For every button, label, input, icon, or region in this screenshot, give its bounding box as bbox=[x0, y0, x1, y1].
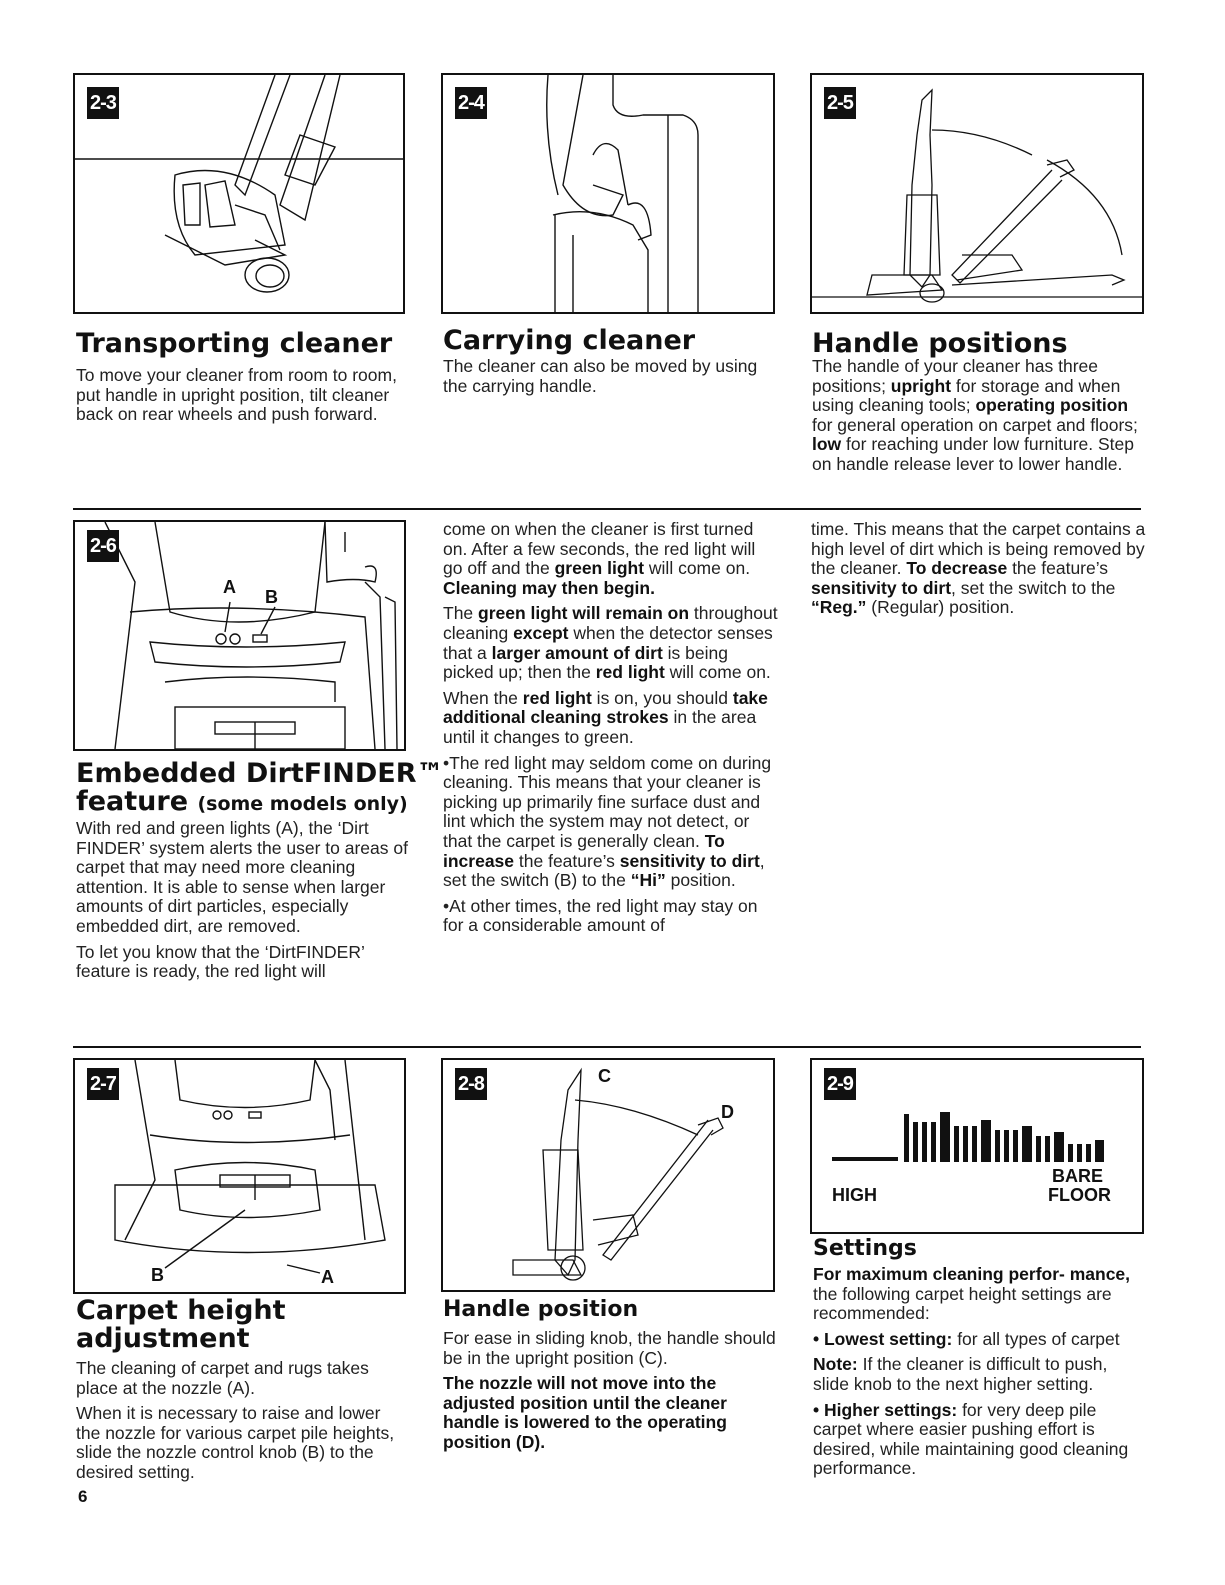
handle-position-body: For ease in sliding knob, the handle should be in the upright position (C). The nozzle will not move into the adjusted position until the cleaner handle is lowered to the operating position (D). bbox=[443, 1328, 776, 1452]
dirtfinder-column-3: time. This means that the carpet contains a high level of dirt which is being removed by the cleaner. To decrease the feature’s sensitivity to dirt, set the switch to the “Reg.” (Regular) position. bbox=[811, 519, 1146, 618]
transporting-body: To move your cleaner from room to room, put handle in upright position, tilt cleaner back on rear wheels and push forward. bbox=[76, 365, 397, 425]
figure-2-7 bbox=[73, 1058, 406, 1294]
heading-dirtfinder: Embedded DirtFINDER™ feature (some models only) bbox=[76, 758, 444, 817]
carry-illustration bbox=[443, 75, 773, 312]
heading-settings: Settings bbox=[813, 1236, 917, 1261]
section-divider bbox=[73, 508, 1141, 510]
carrying-body: The cleaner can also be moved by using the carrying handle. bbox=[443, 356, 758, 396]
label-c: C bbox=[598, 1066, 611, 1086]
carpet-height-body: The cleaning of carpet and rugs takes place at the nozzle (A). When it is necessary to raise and lower the nozzle for various carpet pile heights, slide the nozzle control knob (B) to the desired setting. bbox=[76, 1358, 395, 1482]
dirtfinder-body: With red and green lights (A), the ‘Dirt FINDER’ system alerts the user to areas of carpet that may need more cleaning attention. It is able to sense when larger amounts of dirt particles, especially embedded dirt, are removed. To let you know that the ‘DirtFINDER’ feature is ready, the red light will bbox=[76, 818, 408, 982]
label-floor: FLOOR bbox=[1048, 1185, 1111, 1205]
dirtfinder-column-2: come on when the cleaner is first turned on. After a few seconds, the red light will go off and the green light will come on. Cleaning may then begin. The green light will remain on throughout cleaning except when the detector senses that a larger amount of dirt is being picked up; then the red light will come on. When the red light is on, you should take additional cleaning strokes in the area until it changes to green. •The red light may seldom come on during cleaning. This means that your cleaner is picking up primarily fine surface dust and lint which the system may not detect, or that the carpet is generally clean. To increase the feature’s sensitivity to dirt, set the switch (B) to the “Hi” position. •At other times, the red light may stay on for a considerable amount of bbox=[443, 519, 778, 936]
label-d: D bbox=[721, 1102, 734, 1122]
figure-tag: 2-3 bbox=[87, 87, 119, 119]
heading-carpet-height: Carpet height adjustment bbox=[76, 1295, 286, 1354]
figure-2-3 bbox=[73, 73, 405, 314]
label-b: B bbox=[265, 587, 278, 607]
figure-2-5 bbox=[810, 73, 1144, 314]
label-bare: BARE bbox=[1052, 1166, 1104, 1186]
label-b: B bbox=[151, 1265, 164, 1285]
transport-illustration bbox=[75, 75, 403, 312]
height-settings-scale bbox=[812, 1060, 1142, 1232]
label-a: A bbox=[321, 1267, 334, 1287]
figure-tag: 2-9 bbox=[824, 1068, 856, 1100]
figure-tag: 2-6 bbox=[87, 530, 119, 562]
figure-2-4 bbox=[441, 73, 775, 314]
section-divider bbox=[73, 1046, 1141, 1048]
label-a: A bbox=[223, 577, 236, 597]
settings-body: For maximum cleaning perfor- mance, the following carpet height settings are recommended: • Lowest setting: for all types of carpet Note: If the cleaner is difficult to push, slide knob to the next higher setting. • Higher settings: for very deep pile carpet where easier pushing effort is desired, while maintaining good cleaning performance. bbox=[813, 1264, 1131, 1479]
page-number: 6 bbox=[78, 1487, 88, 1506]
label-high: HIGH bbox=[832, 1185, 877, 1205]
figure-tag: 2-5 bbox=[824, 87, 856, 119]
figure-tag: 2-4 bbox=[455, 87, 487, 119]
handle-positions-body: The handle of your cleaner has three positions; upright for storage and when using cleaning tools; operating position for general operation on carpet and floors; low for reaching under low furniture. Step on handle release lever to lower handle. bbox=[812, 356, 1138, 474]
heading-handle-position: Handle position bbox=[443, 1297, 639, 1322]
handle-position-illustration bbox=[443, 1060, 773, 1290]
figure-2-9 bbox=[810, 1058, 1144, 1234]
heading-transporting-cleaner: Transporting cleaner bbox=[76, 328, 393, 359]
figure-2-6 bbox=[73, 520, 406, 751]
dirtfinder-illustration bbox=[75, 522, 404, 749]
figure-tag: 2-7 bbox=[87, 1068, 119, 1100]
figure-tag: 2-8 bbox=[455, 1068, 487, 1100]
figure-2-8 bbox=[441, 1058, 775, 1292]
heading-handle-positions: Handle positions bbox=[812, 328, 1068, 359]
carpet-height-illustration bbox=[75, 1060, 404, 1292]
handle-positions-illustration bbox=[812, 75, 1142, 312]
heading-carrying-cleaner: Carrying cleaner bbox=[443, 325, 696, 356]
